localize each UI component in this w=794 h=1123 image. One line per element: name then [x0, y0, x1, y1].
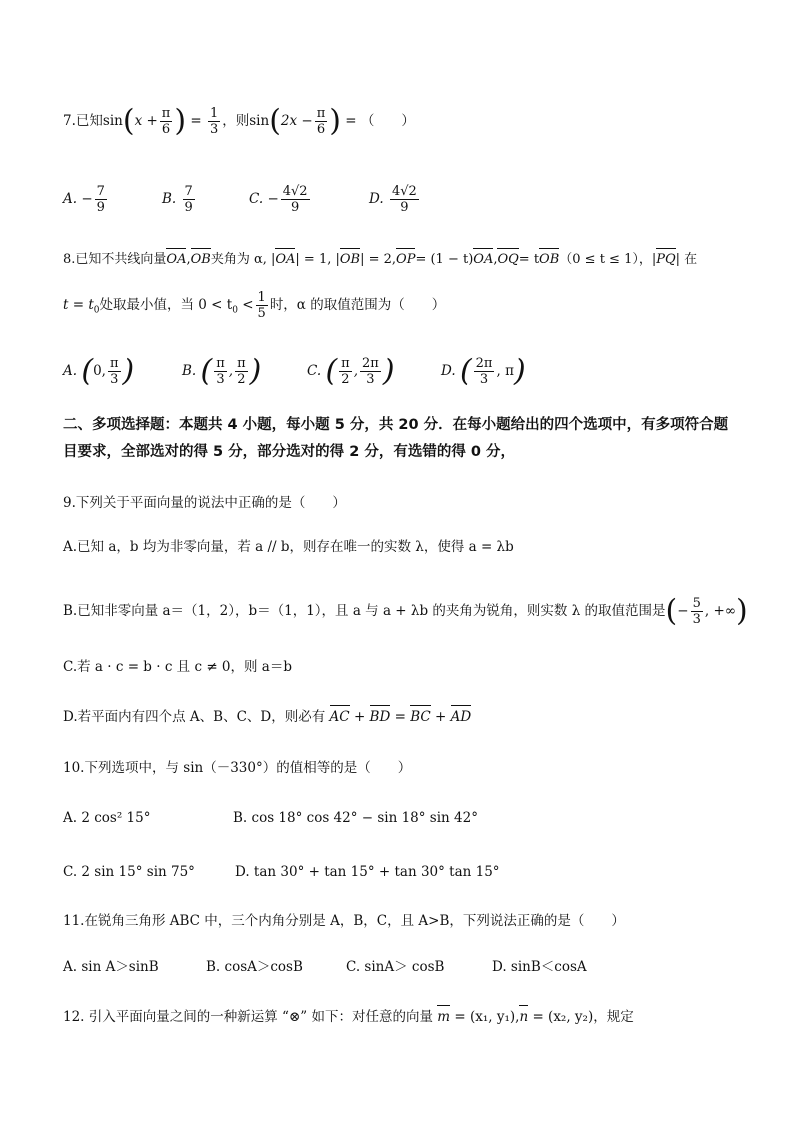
fraction	[235, 356, 248, 387]
fraction-1-3	[208, 106, 220, 137]
fraction-pi-6	[315, 106, 328, 137]
right-paren: )	[122, 353, 135, 389]
fraction	[474, 356, 495, 387]
option-label: C.	[249, 191, 264, 207]
expr: 0,	[93, 363, 106, 379]
q9-option-c: C.若 a · c = b · c 且 c ≠ 0，则 a＝b	[63, 659, 292, 675]
plus: +	[435, 709, 447, 725]
frac-den: 3	[692, 612, 701, 627]
frac-den: 3	[209, 122, 219, 137]
sign: −	[267, 191, 279, 207]
frac-num: 5	[692, 596, 701, 611]
right-paren: )	[329, 103, 341, 139]
option-label: A.	[63, 363, 78, 379]
fraction-pi-6	[160, 106, 173, 137]
frac-den: 2	[341, 372, 350, 387]
left-paren: (	[81, 353, 94, 389]
right-paren: )	[249, 353, 262, 389]
q7-option-d	[369, 184, 421, 215]
q8-option-a	[63, 353, 135, 389]
frac-num: 4√2	[282, 184, 308, 199]
q11-option-b: B. cosA＞cosB	[206, 959, 303, 975]
vector-ob: OB	[539, 250, 559, 270]
frac-num: 1	[209, 106, 219, 121]
stem-text: 时，α 的取值范围为（ ）	[269, 297, 446, 313]
fraction-1-5	[256, 290, 268, 321]
frac-den: 9	[291, 200, 300, 215]
q7-option-b	[162, 184, 197, 215]
option-text: D.若平面内有四个点 A、B、C、D，则必有	[63, 709, 326, 725]
subscript: 0	[93, 305, 100, 316]
fraction	[339, 356, 352, 387]
vector-oa: OA	[275, 250, 295, 270]
stem-text: 处取最小值，当 0 < t	[99, 297, 233, 313]
vector-ob: OB	[191, 250, 211, 270]
vector-ac: AC	[329, 709, 350, 725]
q11-option-d: D. sinB＜cosA	[492, 959, 587, 975]
frac-num: 2π	[475, 356, 493, 371]
question-11-stem: 11.在锐角三角形 ABC 中，三个内角分别是 A，B，C，且 A>B，下列说法正确的是（ ）	[63, 913, 625, 929]
frac-num: π	[316, 106, 326, 121]
vector-op: OP	[396, 250, 415, 270]
sign: −	[81, 191, 93, 207]
vector-oa: OA	[166, 250, 186, 270]
option-text: B.已知非零向量 a＝（1，2），b＝（1，1），且 a 与 a + λb 的夹角为锐角，则实数 λ 的取值范围是	[63, 603, 666, 619]
equals: =	[394, 709, 406, 725]
sign: −	[677, 603, 689, 619]
frac-num: π	[237, 356, 246, 371]
left-paren: (	[665, 593, 678, 629]
sin-func: sin	[102, 113, 123, 129]
vector-ob: OB	[340, 250, 360, 270]
frac-num: π	[216, 356, 225, 371]
fraction	[108, 356, 121, 387]
right-paren: )	[513, 353, 526, 389]
fraction	[214, 356, 227, 387]
stem-text: | = 1, |	[295, 252, 340, 267]
frac-num: 2π	[362, 356, 379, 371]
q11-option-a: A. sin A＞sinB	[63, 959, 159, 975]
option-label: B.	[182, 363, 197, 379]
frac-num: π	[341, 356, 350, 371]
left-paren: (	[200, 353, 213, 389]
question-10-stem: 10.下列选项中，与 sin（－330°）的值相等的是（ ）	[63, 760, 412, 776]
left-paren: (	[325, 353, 338, 389]
q8-option-b: B. ( $\frac{\pi}{3}$ , $\frac{\pi}{2}$ )	[182, 353, 262, 389]
stem-text: | 在	[675, 252, 698, 267]
q9-option-b	[63, 593, 748, 629]
left-paren: (	[122, 103, 135, 139]
option-label: D.	[369, 191, 384, 207]
frac-num: 4√2	[391, 184, 417, 199]
stem-text: = (x₂, y₂)，规定	[532, 1009, 634, 1025]
stem-text: 12. 引入平面向量之间的一种新运算 “⊗” 如下：对任意的向量	[63, 1009, 433, 1025]
stem-text: 已知	[75, 113, 103, 129]
stem-text: = (x₁, y₁),	[454, 1009, 520, 1025]
question-8-line-1: 8.已知不共线向量OA,OB夹角为 α, |OA| = 1, |OB| = 2,OP= (1 − t)OA,OQ= tOB（0 ≤ t ≤ 1），|PQ| 在	[63, 250, 697, 270]
expr: x +	[134, 113, 158, 129]
frac-den: 5	[257, 306, 266, 321]
question-12-stem	[63, 1007, 634, 1027]
stem-text: t = t	[63, 297, 94, 313]
q11-option-c: C. sinA＞ cosB	[346, 959, 445, 975]
q9-option-d	[63, 707, 471, 727]
vector-n: n	[519, 1009, 529, 1025]
fraction	[183, 184, 195, 215]
frac-den: 2	[237, 372, 246, 387]
q10-option-c: C. 2 sin 15° sin 75°	[63, 864, 195, 880]
right-paren: )	[736, 593, 748, 629]
option-label: C.	[307, 363, 322, 379]
frac-den: 3	[110, 372, 119, 387]
question-8-line-2	[63, 290, 445, 321]
frac-den: 6	[316, 122, 326, 137]
vector-bd: BD	[369, 709, 391, 725]
frac-num: 7	[96, 184, 105, 199]
q10-option-a: A. 2 cos² 15°	[63, 810, 151, 826]
option-label: A.	[63, 191, 78, 207]
frac-num: π	[109, 356, 119, 371]
fraction	[360, 356, 381, 387]
stem-text: | = 2,	[360, 252, 397, 267]
left-paren: (	[269, 103, 281, 139]
equals: =	[345, 113, 357, 129]
vector-m: m	[437, 1009, 451, 1025]
q7-option-a	[63, 184, 109, 215]
q7-option-c	[249, 184, 312, 215]
plus: +	[353, 709, 366, 725]
stem-text: 夹角为 α, |	[210, 252, 276, 267]
stem-text: 8.已知不共线向量	[63, 252, 167, 267]
stem-text: <	[242, 297, 254, 313]
vector-bc: BC	[410, 709, 431, 725]
right-paren: )	[382, 353, 395, 389]
vector-ad: AD	[450, 709, 472, 725]
frac-num: π	[161, 106, 171, 121]
question-7-stem	[63, 103, 415, 139]
q8-option-c: C. ( $\frac{\pi}{2}$ , $\frac{2\pi}{3}$ )	[307, 353, 395, 389]
option-label: D.	[441, 363, 456, 379]
equals: =	[190, 113, 202, 129]
q10-option-d: D. tan 30° + tan 15° + tan 30° tan 15°	[235, 864, 500, 880]
right-paren: )	[174, 103, 187, 139]
fraction	[281, 184, 310, 215]
vector-pq: PQ	[656, 250, 675, 270]
frac-den: 3	[479, 372, 489, 387]
q8-option-d	[441, 353, 526, 389]
frac-den: 3	[366, 372, 375, 387]
question-9-stem: 9.下列关于平面向量的说法中正确的是（ ）	[63, 495, 346, 511]
frac-den: 9	[400, 200, 409, 215]
left-paren: (	[459, 353, 472, 389]
frac-den: 6	[161, 122, 171, 137]
section-2-heading: 二、多项选择题：本题共 4 小题，每小题 5 分，共 20 分．在每小题给出的四个选项中，有多项符合题目要求，全部选对的得 5 分，部分选对的得 2 分，有选错的得 0 分，	[63, 417, 729, 460]
question-number: 7.	[63, 113, 76, 129]
vector-oa: OA	[473, 250, 493, 270]
answer-blank: （ ）	[360, 113, 415, 129]
expr: , π	[496, 363, 514, 379]
stem-text: = (1 − t)	[415, 252, 474, 267]
frac-num: 7	[184, 184, 193, 199]
stem-text: = t	[518, 252, 540, 267]
stem-text: （0 ≤ t ≤ 1），|	[559, 252, 657, 267]
q10-option-b: B. cos 18° cos 42° − sin 18° sin 42°	[233, 810, 478, 826]
frac-den: 3	[216, 372, 225, 387]
vector-oq: OQ	[497, 250, 518, 270]
fraction	[95, 184, 107, 215]
stem-text: ，则	[222, 113, 250, 129]
expr: 2x −	[280, 113, 313, 129]
fraction	[691, 596, 703, 627]
fraction	[390, 184, 419, 215]
frac-den: 9	[96, 200, 105, 215]
frac-num: 1	[257, 290, 266, 305]
q9-option-a: A.已知 a，b 均为非零向量，若 a // b，则存在唯一的实数 λ，使得 a = λb	[63, 539, 514, 555]
sin-func: sin	[249, 113, 270, 129]
expr: , +∞	[704, 603, 736, 619]
subscript: 0	[232, 305, 238, 316]
option-label: B.	[162, 191, 177, 207]
frac-den: 9	[184, 200, 193, 215]
